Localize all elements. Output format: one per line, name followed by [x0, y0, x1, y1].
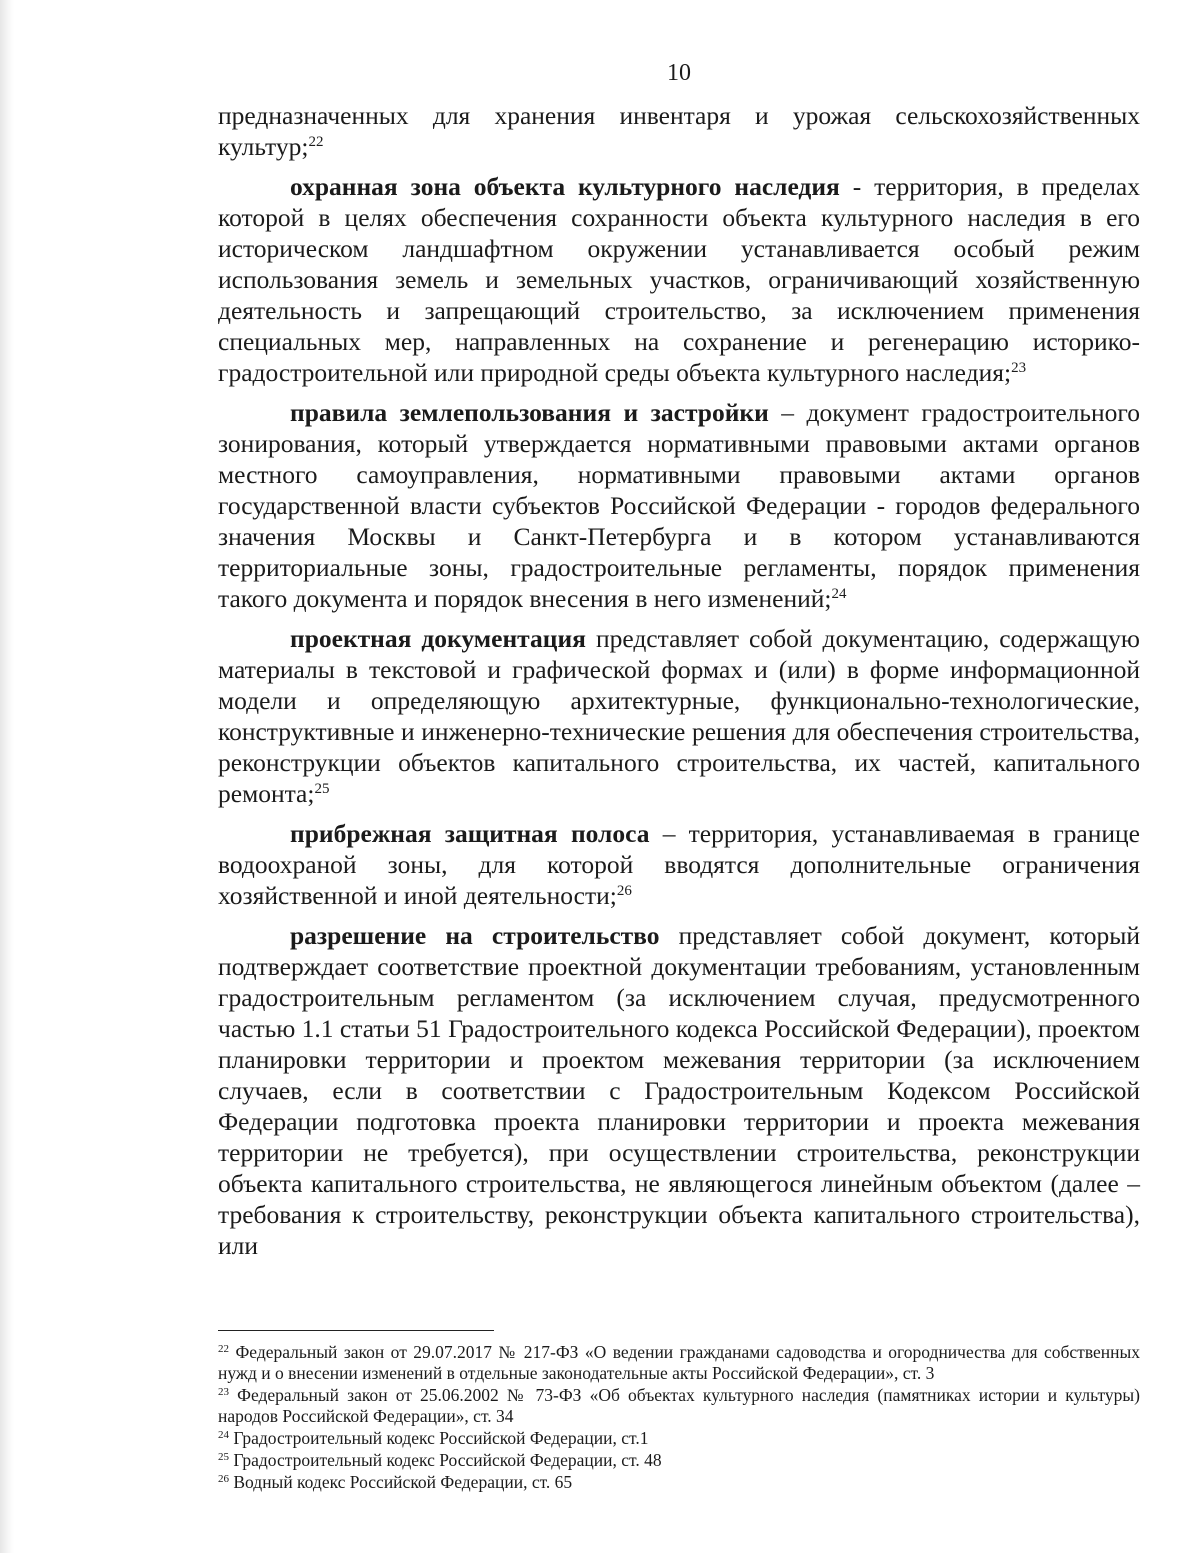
footnote-text: Федеральный закон от 29.07.2017 № 217-ФЗ «О ведении гражданами садоводства и огородничества для собственных нужд и о внесении изменений в отдельные законодательные акты Российской Федерации», ст. 3: [218, 1342, 1140, 1383]
footnote-separator: [218, 1330, 494, 1331]
footnote-number: 23: [218, 1386, 229, 1398]
scan-edge-shadow: [0, 0, 14, 1553]
paragraph-text: предназначенных для хранения инвентаря и урожая сельскохозяйственных культур;: [218, 101, 1140, 161]
definition-coastal-strip: [218, 818, 1140, 911]
defined-term: проектная документация: [290, 624, 586, 653]
footnote-text: Федеральный закон от 25.06.2002 № 73-ФЗ «Об объектах культурного наследия (памятниках истории и культуры) народов Российской Федерации», ст. 34: [218, 1385, 1140, 1426]
footnote-ref[interactable]: 24: [831, 586, 847, 602]
footnote-ref[interactable]: 22: [308, 134, 324, 150]
footnote-number: 24: [218, 1429, 229, 1441]
definition-text: – территория, устанавливаемая в границе водоохраной зоны, для которой вводятся дополнительные ограничения хозяйственной и иной деятельности;: [218, 819, 1140, 910]
paragraph-continuation: [218, 100, 1140, 162]
footnote-25: [218, 1450, 1140, 1471]
definition-project-documentation: [218, 623, 1140, 809]
definition-text: представляет собой документ, который подтверждает соответствие проектной документации требованиям, установленным градостроительным регламентом (за исключением случая, предусмотренного частью 1.1 статьи 51 Градостроительного кодекса Российской Федерации), проектом планировки территории и проектом межевания территории (за исключением случаев, если в соответствии с Градостроительным Кодексом Российской Федерации подготовка проекта планировки территории и проекта межевания территории не требуется), при осуществлении строительства, реконструкции объекта капитального строительства, не являющегося линейным объектом (далее – требования к строительству, реконструкции объекта капитального строительства), или: [218, 921, 1140, 1260]
definition-text: представляет собой документацию, содержащую материалы в текстовой и графической формах и (или) в форме информационной модели и определяющую архитектурные, функционально-технологические, конструктивные и инженерно-технические решения для обеспечения строительства, реконструкции объектов капитального строительства, их частей, капитального ремонта;: [218, 624, 1140, 808]
footnote-text: Градостроительный кодекс Российской Федерации, ст.1: [229, 1428, 649, 1448]
footnote-ref[interactable]: 26: [616, 883, 632, 899]
footnote-24: [218, 1428, 1140, 1449]
defined-term: прибрежная защитная полоса: [290, 819, 650, 848]
definition-text: - территория, в пределах которой в целях обеспечения сохранности объекта культурного наследия в его историческом ландшафтном окружении устанавливается особый режим использования земель и земельных участков, ограничивающий хозяйственную деятельность и запрещающий строительство, за исключением применения специальных мер, направленных на сохранение и регенерацию историко-градостроительной или природной среды объекта культурного наследия;: [218, 172, 1140, 387]
defined-term: разрешение на строительство: [290, 921, 660, 950]
defined-term: охранная зона объекта культурного наследия: [290, 172, 840, 201]
footnote-26: [218, 1472, 1140, 1493]
document-body: [218, 100, 1140, 1261]
definition-text: – документ градостроительного зонирования, который утверждается нормативными правовыми актами органов местного самоуправления, нормативными правовыми актами органов государственной власти субъектов Российской Федерации - городов федерального значения Москвы и Санкт-Петербурга и в котором устанавливаются территориальные зоны, градостроительные регламенты, порядок применения такого документа и порядок внесения в него изменений;: [218, 398, 1140, 613]
defined-term: правила землепользования и застройки: [290, 398, 769, 427]
page-number: 10: [667, 60, 691, 86]
footnote-text: Градостроительный кодекс Российской Федерации, ст. 48: [229, 1450, 662, 1470]
definition-protected-zone: [218, 171, 1140, 388]
footnote-ref[interactable]: 23: [1011, 360, 1027, 376]
footnotes: [218, 1342, 1140, 1494]
footnote-23: [218, 1385, 1140, 1427]
definition-building-permit: [218, 920, 1140, 1261]
footnote-text: Водный кодекс Российской Федерации, ст. 65: [229, 1472, 573, 1492]
footnote-number: 25: [218, 1451, 229, 1463]
footnote-ref[interactable]: 25: [314, 781, 330, 797]
footnote-22: [218, 1342, 1140, 1384]
footnote-number: 26: [218, 1473, 229, 1485]
footnote-number: 22: [218, 1343, 229, 1355]
definition-land-use-rules: [218, 397, 1140, 614]
